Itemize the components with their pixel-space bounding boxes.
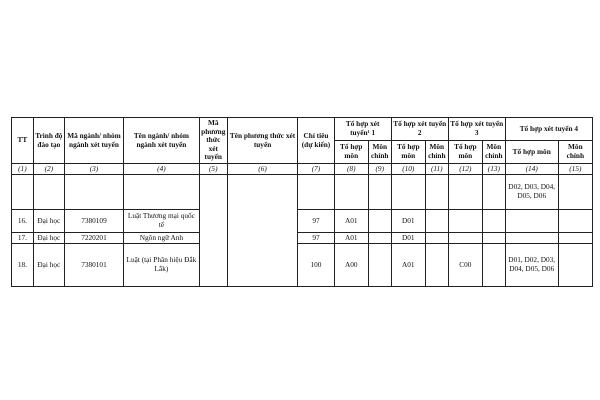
column-number: (13) bbox=[482, 164, 505, 175]
cell-th3-chinh bbox=[482, 210, 505, 233]
column-number: (1) bbox=[12, 164, 34, 175]
cell-th1-mon: A00 bbox=[334, 244, 368, 287]
column-number: (8) bbox=[334, 164, 368, 175]
cell-ma-nganh bbox=[64, 175, 123, 210]
cell-ma-phuong-thuc bbox=[199, 175, 227, 287]
cell-ma-nganh: 7380101 bbox=[64, 244, 123, 287]
cell-th1-mon bbox=[334, 175, 368, 210]
cell-th1-mon: A01 bbox=[334, 233, 368, 244]
cell-th3-mon bbox=[448, 175, 482, 210]
column-number: (2) bbox=[33, 164, 64, 175]
cell-chi-tieu bbox=[298, 175, 334, 210]
admission-table bbox=[11, 117, 593, 287]
cell-trinh-do: Đại học bbox=[33, 244, 64, 287]
cell-th4-chinh bbox=[558, 233, 592, 244]
cell-th2-chinh bbox=[425, 244, 448, 287]
cell-trinh-do bbox=[33, 175, 64, 210]
cell-th2-chinh bbox=[425, 233, 448, 244]
cell-th1-mon: A01 bbox=[334, 210, 368, 233]
cell-th2-mon: D01 bbox=[391, 210, 425, 233]
col-header-to-hop-4: Tổ hợp xét tuyển 4 bbox=[505, 118, 592, 141]
cell-th4-mon bbox=[505, 233, 558, 244]
cell-chi-tieu: 97 bbox=[298, 210, 334, 233]
cell-th1-chinh bbox=[368, 244, 391, 287]
cell-tt bbox=[12, 175, 34, 210]
cell-th3-mon bbox=[448, 233, 482, 244]
table-row bbox=[12, 210, 593, 233]
col-header-to-hop-1: Tổ hợp xét tuyển¹ 1 bbox=[334, 118, 391, 141]
cell-ten-phuong-thuc bbox=[227, 175, 298, 287]
cell-chi-tieu: 100 bbox=[298, 244, 334, 287]
cell-th2-mon: A01 bbox=[391, 244, 425, 287]
cell-th4-chinh bbox=[558, 210, 592, 233]
column-number: (14) bbox=[505, 164, 558, 175]
subheader-mon-chinh: Môn chính bbox=[482, 141, 505, 164]
cell-ma-nganh: 7220201 bbox=[64, 233, 123, 244]
column-number: (6) bbox=[227, 164, 298, 175]
cell-th3-chinh bbox=[482, 244, 505, 287]
column-number: (3) bbox=[64, 164, 123, 175]
col-header-trinh-do: Trình độ đào tạo bbox=[33, 118, 64, 164]
cell-th2-mon bbox=[391, 175, 425, 210]
cell-ten-nganh bbox=[124, 175, 200, 210]
cell-th3-chinh bbox=[482, 233, 505, 244]
cell-th1-chinh bbox=[368, 175, 391, 210]
cell-th3-mon: C00 bbox=[448, 244, 482, 287]
header-row bbox=[12, 118, 593, 141]
col-header-ten-phuong-thuc: Tên phương thức xét tuyển bbox=[227, 118, 298, 164]
col-header-to-hop-3: Tổ hợp xét tuyển 3 bbox=[448, 118, 505, 141]
col-header-chi-tieu: Chỉ tiêu (dự kiến) bbox=[298, 118, 334, 164]
cell-th4-mon: D01, D02, D03, D04, D05, D06 bbox=[505, 244, 558, 287]
cell-th1-chinh bbox=[368, 210, 391, 233]
col-header-tt: TT bbox=[12, 118, 34, 164]
cell-trinh-do: Đại học bbox=[33, 233, 64, 244]
subheader-mon-chinh: Môn chính bbox=[558, 141, 592, 164]
cell-chi-tieu: 97 bbox=[298, 233, 334, 244]
cell-tt: 18. bbox=[12, 244, 34, 287]
subheader-to-hop-mon: Tổ hợp môn bbox=[448, 141, 482, 164]
cell-th3-chinh bbox=[482, 175, 505, 210]
cell-th2-chinh bbox=[425, 175, 448, 210]
cell-th4-chinh bbox=[558, 244, 592, 287]
cell-ten-nganh: Ngôn ngữ Anh bbox=[124, 233, 200, 244]
column-number-row bbox=[12, 164, 593, 175]
table-row bbox=[12, 244, 593, 287]
column-number: (7) bbox=[298, 164, 334, 175]
cell-tt: 16. bbox=[12, 210, 34, 233]
col-header-ten-nganh: Tên ngành/ nhóm ngành xét tuyển bbox=[124, 118, 200, 164]
cell-th3-mon bbox=[448, 210, 482, 233]
column-number: (12) bbox=[448, 164, 482, 175]
cell-ten-nganh: Luật Thương mại quốc tế bbox=[124, 210, 200, 233]
table-row bbox=[12, 233, 593, 244]
col-header-ma-nganh: Mã ngành/ nhóm ngành xét tuyển bbox=[64, 118, 123, 164]
table-row bbox=[12, 175, 593, 210]
cell-th4-chinh bbox=[558, 175, 592, 210]
col-header-to-hop-2: Tổ hợp xét tuyển 2 bbox=[391, 118, 448, 141]
cell-th2-mon: D01 bbox=[391, 233, 425, 244]
column-number: (9) bbox=[368, 164, 391, 175]
subheader-to-hop-mon: Tổ hợp môn bbox=[391, 141, 425, 164]
subheader-to-hop-mon: Tổ hợp môn bbox=[505, 141, 558, 164]
cell-th2-chinh bbox=[425, 210, 448, 233]
subheader-mon-chinh: Môn chính bbox=[368, 141, 391, 164]
cell-th4-mon: D02, D03, D04, D05, D06 bbox=[505, 175, 558, 210]
cell-th4-mon bbox=[505, 210, 558, 233]
cell-trinh-do: Đại học bbox=[33, 210, 64, 233]
col-header-ma-phuong-thuc: Mã phương thức xét tuyển bbox=[199, 118, 227, 164]
column-number: (11) bbox=[425, 164, 448, 175]
cell-ma-nganh: 7380109 bbox=[64, 210, 123, 233]
subheader-to-hop-mon: Tổ hợp môn bbox=[334, 141, 368, 164]
cell-th1-chinh bbox=[368, 233, 391, 244]
column-number: (15) bbox=[558, 164, 592, 175]
cell-tt: 17. bbox=[12, 233, 34, 244]
subheader-mon-chinh: Môn chính bbox=[425, 141, 448, 164]
cell-ten-nganh: Luật (tại Phân hiệu Đắk Lắk) bbox=[124, 244, 200, 287]
column-number: (4) bbox=[124, 164, 200, 175]
column-number: (5) bbox=[199, 164, 227, 175]
column-number: (10) bbox=[391, 164, 425, 175]
